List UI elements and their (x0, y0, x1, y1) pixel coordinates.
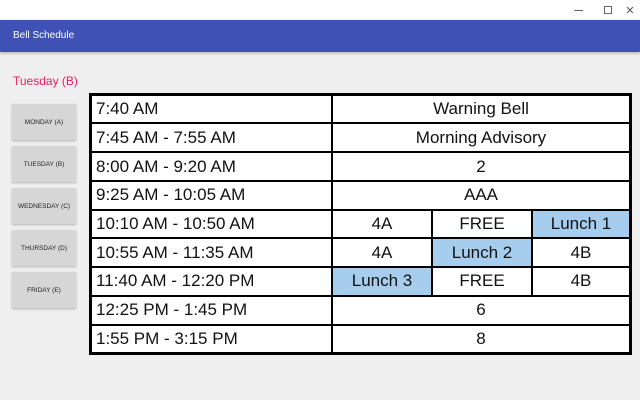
time-cell: 9:25 AM - 10:05 AM (92, 181, 332, 210)
period-cell: FREE (432, 210, 532, 239)
period-cell: AAA (332, 181, 629, 210)
time-cell: 11:40 AM - 12:20 PM (92, 267, 332, 296)
period-cell: 8 (332, 325, 629, 352)
table-row (92, 152, 629, 181)
table-row (92, 96, 629, 123)
lunch-cell: Lunch 1 (532, 210, 629, 239)
time-cell: 1:55 PM - 3:15 PM (92, 325, 332, 352)
period-cell: FREE (432, 267, 532, 296)
period-cell: 4A (332, 210, 432, 239)
table-row (92, 181, 629, 210)
time-cell: 8:00 AM - 9:20 AM (92, 152, 332, 181)
period-cell: Morning Advisory (332, 123, 629, 152)
time-cell: 12:25 PM - 1:45 PM (92, 296, 332, 325)
day-button-friday[interactable]: FRIDAY (E) (12, 272, 76, 308)
day-button-tuesday[interactable]: TUESDAY (B) (12, 146, 76, 182)
period-cell: 6 (332, 296, 629, 325)
table-row (92, 123, 629, 152)
day-button-monday[interactable]: MONDAY (A) (12, 104, 76, 140)
table-row (92, 325, 629, 352)
current-day-heading: Tuesday (B) (13, 74, 78, 88)
period-cell: 4A (332, 238, 432, 267)
period-cell: Warning Bell (332, 96, 629, 123)
close-icon[interactable]: ✕ (625, 3, 635, 17)
window-titlebar (0, 0, 640, 20)
maximize-icon[interactable] (598, 0, 618, 20)
lunch-cell: Lunch 3 (332, 267, 432, 296)
period-cell: 4B (532, 267, 629, 296)
table-row (92, 210, 629, 239)
bell-schedule-table (89, 93, 632, 355)
lunch-cell: Lunch 2 (432, 238, 532, 267)
period-cell: 4B (532, 238, 629, 267)
day-button-wednesday[interactable]: WEDNESDAY (C) (12, 188, 76, 224)
time-cell: 10:55 AM - 11:35 AM (92, 238, 332, 267)
table-row (92, 296, 629, 325)
app-title: Bell Schedule (13, 30, 75, 41)
table-row (92, 267, 629, 296)
time-cell: 7:40 AM (92, 96, 332, 123)
app-bar (0, 20, 640, 52)
time-cell: 10:10 AM - 10:50 AM (92, 210, 332, 239)
period-cell: 2 (332, 152, 629, 181)
time-cell: 7:45 AM - 7:55 AM (92, 123, 332, 152)
day-button-thursday[interactable]: THURSDAY (D) (12, 230, 76, 266)
minimize-icon[interactable] (568, 0, 588, 20)
table-row (92, 238, 629, 267)
